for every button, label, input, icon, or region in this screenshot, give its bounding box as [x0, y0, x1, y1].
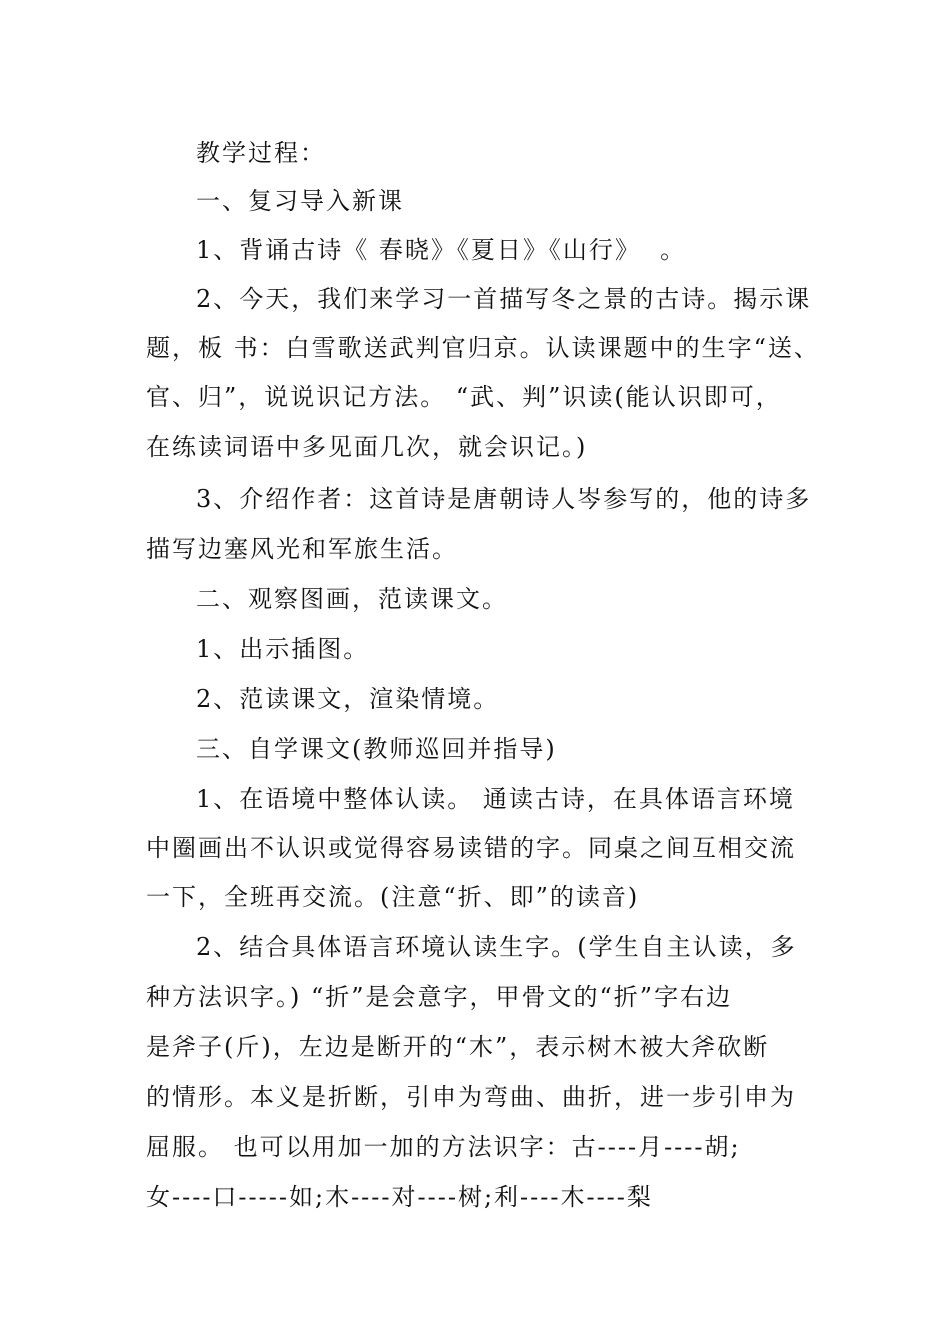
paragraph-line: 2、今天，我们来学习一首描写冬之景的古诗。揭示课	[196, 285, 812, 313]
paragraph-line: 题，板 书：白雪歌送武判官归京。认读课题中的生字“送、	[146, 334, 820, 362]
paragraph-line: 2、结合具体语言环境认读生字。(学生自主认读，多	[196, 933, 797, 961]
paragraph-line: 1、在语境中整体认读。 通读古诗，在具体语言环境	[196, 785, 795, 813]
paragraph-line: 是斧子(斤)，左边是断开的“木”，表示树木被大斧砍断	[146, 1033, 770, 1061]
paragraph-line: 一下，全班再交流。(注意“折、即”的读音)	[146, 883, 640, 911]
paragraph-line: 女----口-----如;木----对----树;利----木----梨	[146, 1183, 653, 1211]
section-heading-observe: 二、观察图画，范读课文。	[196, 585, 508, 613]
paragraph-line: 官、归”，说说识记方法。 “武、判”识读(能认识即可，	[146, 383, 782, 411]
paragraph-line: 3、介绍作者：这首诗是唐朝诗人岑参写的，他的诗多	[196, 485, 812, 513]
paragraph-line: 在练读词语中多见面几次，就会识记。)	[146, 433, 588, 461]
paragraph-line: 2、范读课文，渲染情境。	[196, 685, 500, 713]
paragraph-line: 屈服。 也可以用加一加的方法识字：古----月----胡;	[146, 1133, 741, 1161]
section-heading-self-study: 三、自学课文(教师巡回并指导)	[196, 735, 557, 763]
paragraph-line: 种方法识字。) “折”是会意字，甲骨文的“折”字右边	[146, 983, 733, 1011]
paragraph-line: 1、出示插图。	[196, 635, 370, 663]
section-heading-review: 一、复习导入新课	[196, 187, 404, 215]
paragraph-line: 中圈画出不认识或觉得容易读错的字。同桌之间互相交流	[146, 834, 796, 862]
paragraph-line: 1、背诵古诗《 春晓》《夏日》《山行》 。	[196, 236, 687, 264]
paragraph-line: 的情形。本义是折断，引申为弯曲、曲折，进一步引申为	[146, 1083, 796, 1111]
section-heading-teaching-process: 教学过程：	[196, 139, 326, 167]
paragraph-line: 描写边塞风光和军旅生活。	[146, 535, 458, 563]
